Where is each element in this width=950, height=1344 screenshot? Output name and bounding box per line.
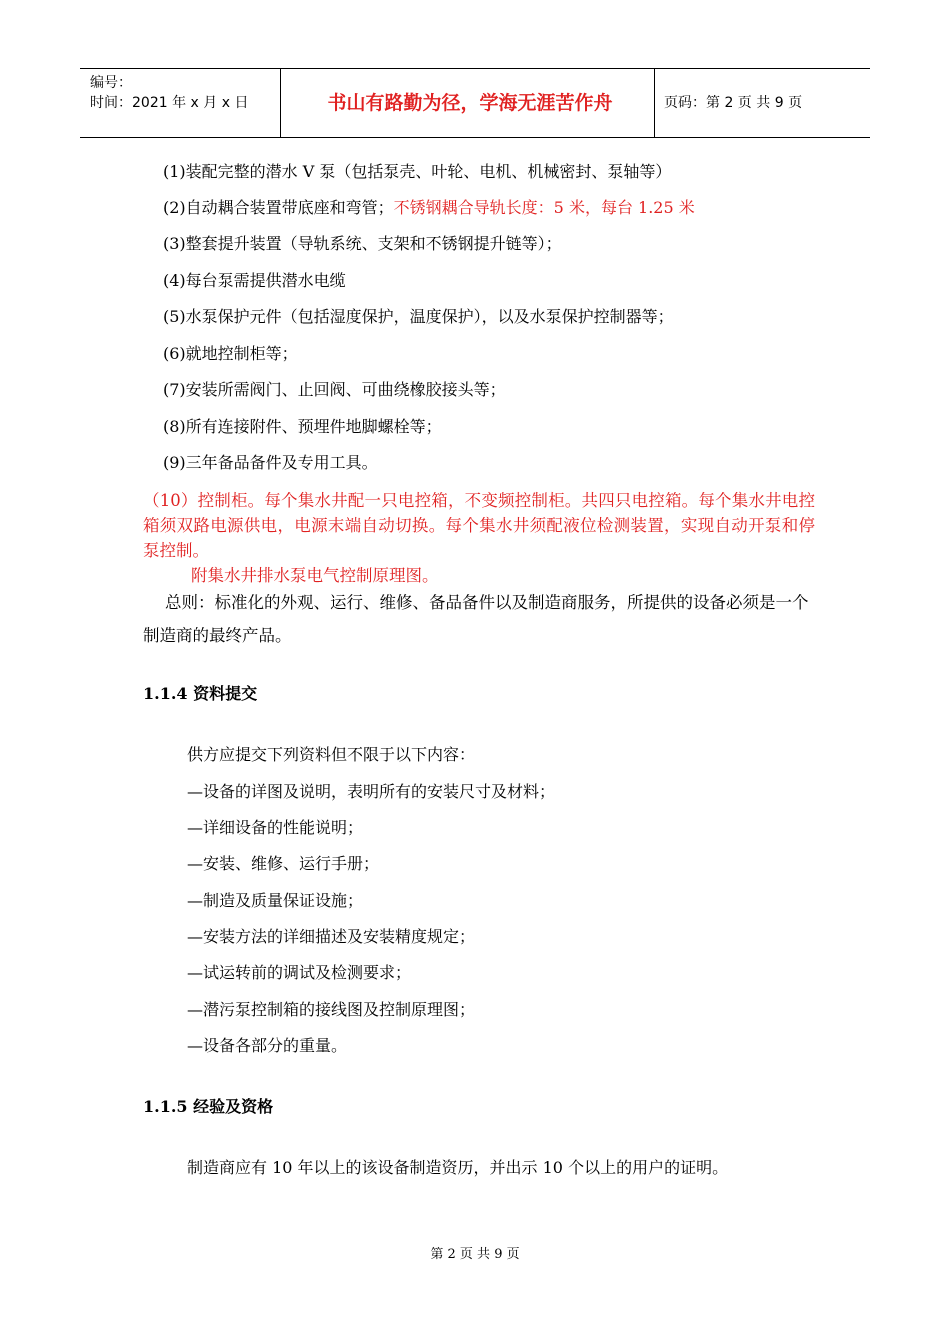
submission-item: —安装、维修、运行手册； — [187, 854, 380, 873]
list-item: (5)水泵保护元件（包括湿度保护，温度保护），以及水泵保护控制器等； — [163, 307, 674, 326]
general-text: 总则：标准化的外观、运行、维修、备品备件以及制造商服务，所提供的设备必须是一个制造商的最终产品。 — [143, 593, 809, 645]
list-item — [163, 197, 695, 219]
list-item: (7)安装所需阀门、止回阀、可曲绕橡胶接头等； — [163, 380, 506, 399]
list-item: (4)每台泵需提供潜水电缆 — [163, 271, 346, 290]
list-item-text: (2)自动耦合装置带底座和弯管； — [163, 198, 394, 217]
code-label: 编号： — [90, 75, 132, 91]
submission-item: —设备各部分的重量。 — [187, 1036, 348, 1055]
time-label: 时间：2021 年 x 月 x 日 — [90, 95, 249, 111]
list-item-highlight: 不锈钢耦合导轨长度：5 米，每台 1.25 米 — [393, 198, 695, 217]
item-10-block — [143, 488, 815, 588]
list-item: (9)三年备品备件及专用工具。 — [163, 453, 378, 472]
list-item: (8)所有连接附件、预埋件地脚螺栓等； — [163, 417, 442, 436]
list-item: (1)装配完整的潜水 V 泵（包括泵壳、叶轮、电机、机械密封、泵轴等） — [163, 162, 672, 181]
submission-item: —详细设备的性能说明； — [187, 818, 364, 837]
section-intro: 供方应提交下列资料但不限于以下内容： — [187, 745, 476, 764]
header-page-info: 页码：第 2 页 共 9 页 — [664, 95, 803, 111]
section-text: 制造商应有 10 年以上的该设备制造资历，并出示 10 个以上的用户的证明。 — [187, 1158, 729, 1177]
item-10-text: （10）控制柜。每个集水井配一只电控箱，不变频控制柜。共四只电控箱。每个集水井电控箱须双路电源供电，电源末端自动切换。每个集水井须配液位检测装置，实现自动开泵和停泵控制。 — [143, 491, 815, 560]
submission-item: —安装方法的详细描述及安装精度规定； — [187, 927, 476, 946]
header-divider — [280, 69, 281, 137]
header-motto: 书山有路勤为径，学海无涯苦作舟 — [327, 92, 613, 114]
section-heading-115: 1.1.5 经验及资格 — [143, 1097, 274, 1116]
list-item: (6)就地控制柜等； — [163, 344, 298, 363]
submission-item: —试运转前的调试及检测要求； — [187, 963, 412, 982]
submission-item: —设备的详图及说明，表明所有的安装尺寸及材料； — [187, 782, 556, 801]
header-left — [90, 73, 248, 113]
submission-item: —制造及质量保证设施； — [187, 891, 364, 910]
page-footer: 第 2 页 共 9 页 — [430, 1247, 520, 1262]
submission-item: —潜污泵控制箱的接线图及控制原理图； — [187, 1000, 476, 1019]
item-10-attachment: 附集水井排水泵电气控制原理图。 — [191, 566, 439, 585]
page-header — [80, 68, 870, 138]
section-heading-114: 1.1.4 资料提交 — [143, 684, 258, 703]
general-paragraph — [143, 586, 815, 652]
list-item: (3)整套提升装置（导轨系统、支架和不锈钢提升链等）； — [163, 234, 562, 253]
